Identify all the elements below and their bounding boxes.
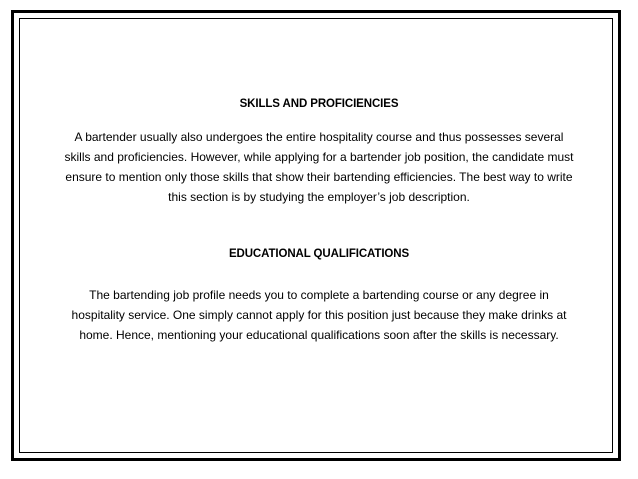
page-border-inner (19, 18, 613, 453)
page-border (11, 10, 621, 461)
section-paragraph-education: The bartending job profile needs you to complete a bartending course or any degree in hospitality service. One simply cannot apply for this position just because they make drinks at home. Hence, mentioning your educational qualifications soon after the skills is necessary. (71, 288, 567, 342)
section-paragraph-skills: A bartender usually also undergoes the entire hospitality course and thus possesses several skills and proficiencies. However, while applying for a bartender job position, the candidate must ensure to mention only those skills that show their bartending efficiencies. The best way to write this section is by studying the employer’s job description. (64, 130, 574, 204)
section-heading-skills: SKILLS AND PROFICIENCIES (239, 98, 399, 110)
section-heading-education: EDUCATIONAL QUALIFICATIONS (228, 248, 410, 260)
